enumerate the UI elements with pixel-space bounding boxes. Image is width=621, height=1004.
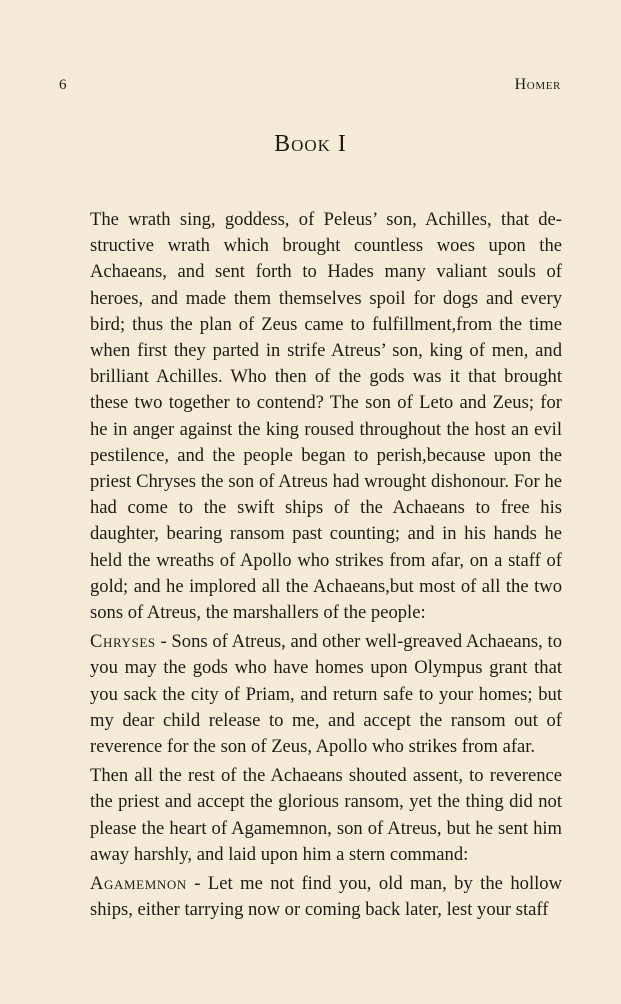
running-header: [59, 76, 561, 96]
paragraph-text: - Let me not find you, old man, by the hollow ships, either tarrying now or coming back later, lest your staff: [90, 873, 562, 921]
page-number: 6: [59, 77, 67, 93]
paragraph-text: - Sons of Atreus, and other well-greaved Achaeans, to you may the gods who have homes upon Olympus grant that you sack the city of Priam, and return safe to your homes; but my dear child release to me, and accept the ransom out of reverence for the son of Zeus, Apollo who strikes from afar.: [90, 631, 562, 758]
speaker-name: Chryses: [90, 631, 156, 653]
paragraph-narration-1: [90, 207, 562, 626]
speaker-name: Agamemnon: [90, 873, 187, 895]
book-heading: Book I: [274, 131, 347, 157]
body-text: [90, 207, 562, 926]
paragraph-narration-2: [90, 763, 562, 868]
running-title: Homer: [514, 76, 561, 93]
paragraph-text: Then all the rest of the Achaeans shouted assent, to reverence the priest and accept the glorious ransom, yet the thing did not please the heart of Agamemnon, son of Atreus, but he sent him away harshly, and laid upon him a stern command:: [90, 765, 562, 865]
paragraph-speech-chryses: [90, 629, 562, 760]
paragraph-text: The wrath sing, goddess, of Peleus’ son, Achilles, that destructive wrath which brought countless woes upon the Achaeans, and sent forth to Hades many valiant souls of heroes, and made them themselves spoil for dogs and every bird; thus the plan of Zeus came to fulfillment,from the time when first they parted in strife Atreus’ son, king of men, and brilliant Achilles. Who then of the gods was it that brought these two together to contend? The son of Leto and Zeus; for he in anger against the king roused throughout the host an evil pestilence, and the people began to perish,because upon the priest Chryses the son of Atreus had wrought dishonour. For he had come to the swift ships of the Achaeans to free his daughter, bearing ransom past counting; and in his hands he held the wreaths of Apollo who strikes from afar, on a staff of gold; and he implored all the Achaeans,but most of all the two sons of Atreus, the marshallers of the people:: [90, 209, 562, 624]
paragraph-speech-agamemnon: [90, 871, 562, 923]
